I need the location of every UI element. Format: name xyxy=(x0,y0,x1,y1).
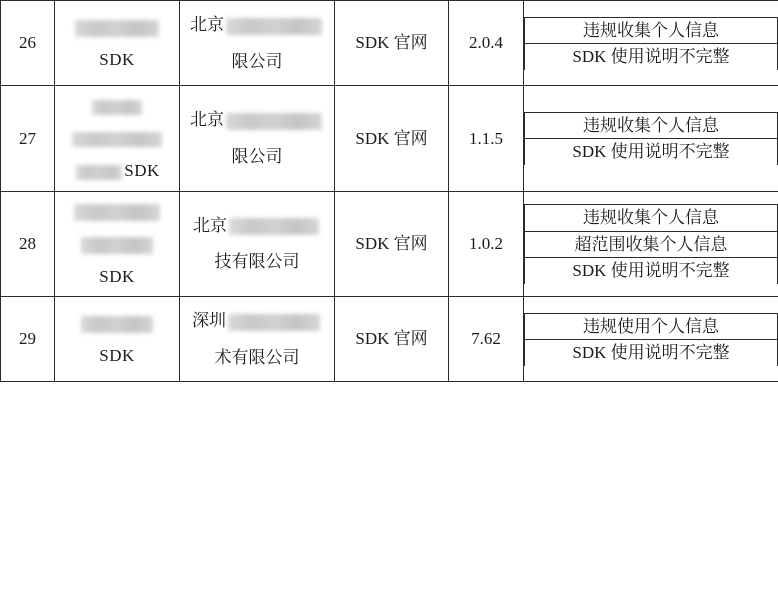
developer-line-1 xyxy=(180,12,334,38)
developer-prefix: 北京 xyxy=(190,15,224,34)
developer-line-2: 术有限公司 xyxy=(214,347,300,367)
source-cell: SDK 官网 xyxy=(335,86,449,192)
issues-cell xyxy=(524,297,778,382)
issues-cell xyxy=(524,191,778,297)
issues-cell xyxy=(524,1,778,86)
sdk-name-cell xyxy=(55,297,180,382)
source-cell: SDK 官网 xyxy=(335,1,449,86)
redaction-block xyxy=(226,18,322,35)
table-row xyxy=(1,297,778,382)
developer-prefix: 北京 xyxy=(190,110,224,130)
developer-line-1 xyxy=(180,213,334,239)
developer-cell xyxy=(180,191,335,297)
redaction-block xyxy=(74,204,160,221)
redaction-block xyxy=(229,218,319,235)
issue-item: SDK 使用说明不完整 xyxy=(525,139,778,165)
sdk-suffix: SDK xyxy=(124,161,160,180)
sdk-name-label: SDK xyxy=(99,49,135,69)
sdk-name-cell xyxy=(55,191,180,297)
issue-item: 违规收集个人信息 xyxy=(525,17,778,44)
redaction-block xyxy=(72,132,162,147)
sdk-name-cell xyxy=(55,1,180,86)
sdk-name-cell xyxy=(55,86,180,192)
source-cell: SDK 官网 xyxy=(335,297,449,382)
table-row xyxy=(1,1,778,86)
row-index: 27 xyxy=(1,86,55,192)
row-index: 28 xyxy=(1,191,55,297)
redacted-text xyxy=(55,231,179,257)
issue-item: SDK 使用说明不完整 xyxy=(525,44,778,70)
redaction-block xyxy=(81,237,153,254)
table-body xyxy=(1,1,778,382)
issue-item: 超范围收集个人信息 xyxy=(525,231,778,258)
issue-item: 违规收集个人信息 xyxy=(525,112,778,139)
sdk-name-label: SDK xyxy=(99,266,135,286)
version-cell: 2.0.4 xyxy=(449,1,524,86)
sdk-name-label xyxy=(55,158,179,184)
issues-cell xyxy=(524,86,778,192)
issues-list xyxy=(524,204,778,284)
source-cell: SDK 官网 xyxy=(335,191,449,297)
version-cell: 1.0.2 xyxy=(449,191,524,297)
redaction-block xyxy=(228,314,320,331)
developer-prefix: 深圳 xyxy=(192,311,226,330)
developer-cell xyxy=(180,1,335,86)
redacted-text xyxy=(55,199,179,225)
issues-list xyxy=(524,17,778,70)
version-cell: 1.1.5 xyxy=(449,86,524,192)
redaction-block xyxy=(226,113,322,130)
issue-item: SDK 使用说明不完整 xyxy=(525,258,778,284)
developer-line-1 xyxy=(180,308,334,334)
issues-list xyxy=(524,112,778,165)
issue-item: SDK 使用说明不完整 xyxy=(525,340,778,366)
redaction-block xyxy=(75,20,159,37)
issue-item: 违规使用个人信息 xyxy=(525,313,778,340)
sdk-name-label: SDK xyxy=(99,345,135,365)
developer-line-1 xyxy=(180,107,334,133)
version-cell: 7.62 xyxy=(449,297,524,382)
developer-line-2: 技有限公司 xyxy=(214,252,300,272)
redacted-text xyxy=(55,93,179,119)
developer-line-2: 限公司 xyxy=(231,146,283,166)
row-index: 29 xyxy=(1,297,55,382)
redaction-block xyxy=(76,165,122,180)
redacted-text xyxy=(55,126,179,152)
redaction-block xyxy=(92,100,142,115)
redacted-text xyxy=(55,14,179,40)
issue-item: 违规收集个人信息 xyxy=(525,205,778,232)
row-index: 26 xyxy=(1,1,55,86)
redacted-text xyxy=(55,310,179,336)
table-row xyxy=(1,191,778,297)
developer-prefix: 北京 xyxy=(193,215,227,235)
developer-line-2: 限公司 xyxy=(231,51,283,71)
developer-cell xyxy=(180,297,335,382)
table-row xyxy=(1,86,778,192)
issues-list xyxy=(524,313,778,366)
developer-cell xyxy=(180,86,335,192)
redaction-block xyxy=(81,316,153,333)
